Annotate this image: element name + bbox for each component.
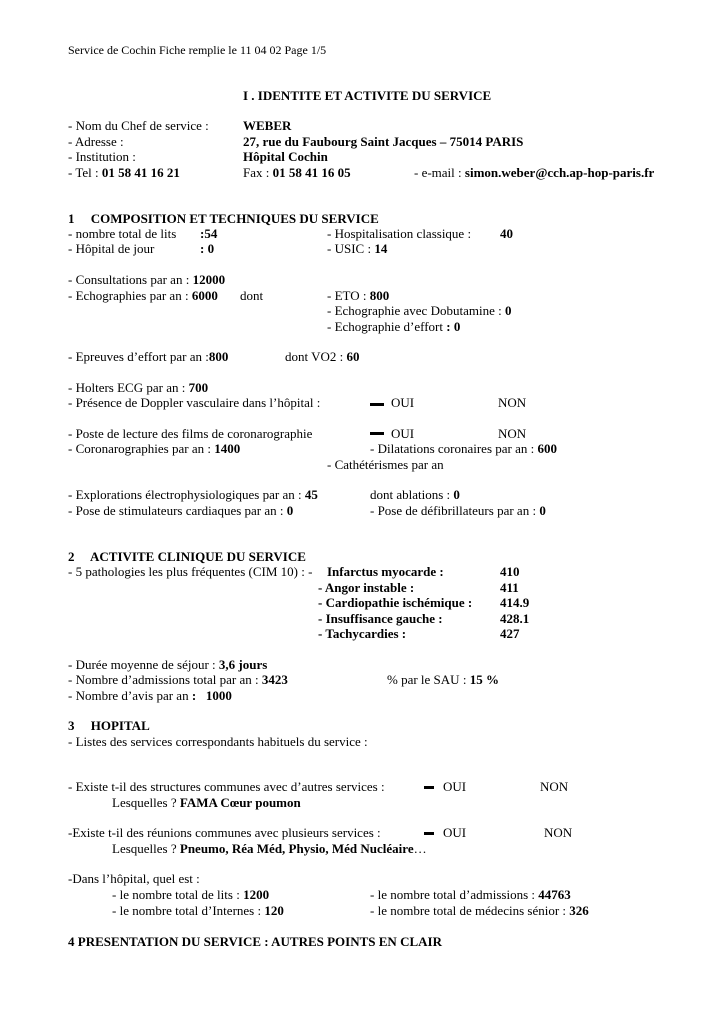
- avis-line: [68, 688, 232, 703]
- echo-line: [68, 288, 218, 303]
- section-3-title: 3 HOPITAL: [68, 718, 150, 733]
- admissions-line: [68, 672, 288, 687]
- fax-value: 01 58 41 16 05: [272, 165, 351, 180]
- epreuves-value: 800: [208, 349, 229, 364]
- vo2-value: 60: [346, 349, 360, 364]
- explo-value: 45: [304, 487, 318, 502]
- defib-value: 0: [539, 503, 546, 518]
- admissions-label: - Nombre d’admissions total par an :: [68, 672, 259, 687]
- section-i-title: I . IDENTITE ET ACTIVITE DU SERVICE: [243, 88, 492, 103]
- structures-value: FAMA Cœur poumon: [179, 795, 301, 810]
- reunions-ellipsis: …: [413, 841, 427, 856]
- institution-value: Hôpital Cochin: [243, 149, 328, 164]
- admissions-total-value: 44763: [538, 887, 571, 902]
- corono-line: [68, 441, 240, 456]
- effort-echo-value: : 0: [446, 319, 461, 334]
- usic-label: - USIC :: [327, 241, 372, 256]
- sau-label: % par le SAU :: [387, 672, 467, 687]
- echo-value: 6000: [191, 288, 218, 303]
- eto-line: [327, 288, 389, 303]
- dobu-label: - Echographie avec Dobutamine :: [327, 303, 502, 318]
- doppler-label: - Présence de Doppler vasculaire dans l’hôpital :: [68, 395, 321, 410]
- cathe-label: - Cathétérismes par an: [327, 457, 444, 472]
- adresse-label: - Adresse :: [68, 134, 124, 149]
- duree-label: - Durée moyenne de séjour :: [68, 657, 216, 672]
- corono-value: 1400: [214, 441, 241, 456]
- medecins-label: - le nombre total de médecins sénior :: [370, 903, 567, 918]
- vo2-line: [285, 349, 360, 364]
- dilat-label: - Dilatations coronaires par an :: [370, 441, 535, 456]
- jour-value: : 0: [200, 241, 215, 256]
- effort-echo-label: - Echographie d’effort: [327, 319, 443, 334]
- medecins-value: 326: [569, 903, 589, 918]
- structures-non: NON: [540, 779, 569, 794]
- doppler-oui: OUI: [391, 395, 415, 410]
- chef-label: - Nom du Chef de service :: [68, 118, 209, 133]
- explo-line: [68, 487, 318, 502]
- explo-label: - Explorations électrophysiologiques par an :: [68, 487, 302, 502]
- section-2-title: 2 ACTIVITE CLINIQUE DU SERVICE: [68, 549, 306, 564]
- vo2-label: dont VO2 :: [285, 349, 344, 364]
- doppler-non: NON: [498, 395, 527, 410]
- dobu-value: 0: [504, 303, 512, 318]
- lits-value: :54: [200, 226, 218, 241]
- adresse-value: 27, rue du Faubourg Saint Jacques – 75014 PARIS: [243, 134, 524, 149]
- tel-line: [68, 165, 180, 180]
- patho-code: 411: [500, 580, 519, 595]
- consult-label: - Consultations par an :: [68, 272, 190, 287]
- institution-label: - Institution :: [68, 149, 136, 164]
- avis-value: : 1000: [191, 688, 232, 703]
- internes-line: [112, 903, 284, 918]
- tel-label: - Tel :: [68, 165, 99, 180]
- internes-value: 120: [264, 903, 284, 918]
- lesquelles-label: Lesquelles ?: [112, 841, 177, 856]
- tel-value: 01 58 41 16 21: [101, 165, 180, 180]
- patho-name: - Cardiopathie ischémique :: [318, 595, 473, 610]
- ablations-line: [370, 487, 460, 502]
- holters-value: 700: [188, 380, 209, 395]
- poste-oui: OUI: [391, 426, 415, 441]
- patho-code: 414.9: [500, 595, 530, 610]
- reunions-label: -Existe t-il des réunions communes avec plusieurs services :: [68, 825, 381, 840]
- usic-value: 14: [374, 241, 388, 256]
- consult-line: [68, 272, 225, 287]
- structures-oui-label: OUI: [443, 779, 467, 794]
- lits-total-label: - le nombre total de lits :: [112, 887, 240, 902]
- effort-echo-line: [327, 319, 460, 334]
- ablations-label: dont ablations :: [370, 487, 451, 502]
- dilat-line: [370, 441, 557, 456]
- hosp-value: 40: [500, 226, 513, 241]
- checkbox-dash-icon: [424, 786, 434, 789]
- checkbox-dash-icon: [370, 432, 384, 435]
- poste-non: NON: [498, 426, 527, 441]
- lits-label: - nombre total de lits: [68, 226, 177, 241]
- email-line: [414, 165, 654, 180]
- holters-line: [68, 380, 208, 395]
- email-value: simon.weber@cch.ap-hop-paris.fr: [464, 165, 655, 180]
- usic-line: [327, 241, 387, 256]
- poste-label: - Poste de lecture des films de coronarographie: [68, 426, 313, 441]
- medecins-line: [370, 903, 589, 918]
- patho-name: - Angor instable :: [318, 580, 415, 595]
- lits-total-value: 1200: [243, 887, 270, 902]
- structures-lesquelles: [112, 795, 301, 810]
- patho-code: 428.1: [500, 611, 530, 626]
- sau-line: [387, 672, 499, 687]
- stim-line: [68, 503, 293, 518]
- chef-value: WEBER: [243, 118, 292, 133]
- patho-code: 427: [500, 626, 520, 641]
- consult-value: 12000: [192, 272, 226, 287]
- patho-name: Infarctus myocarde :: [327, 564, 444, 579]
- structures-label: - Existe t-il des structures communes avec d’autres services :: [68, 779, 385, 794]
- lesquelles-label: Lesquelles ?: [112, 795, 177, 810]
- fax-line: [243, 165, 351, 180]
- defib-label: - Pose de défibrillateurs par an :: [370, 503, 537, 518]
- eto-value: 800: [369, 288, 390, 303]
- duree-value: 3,6 jours: [218, 657, 268, 672]
- admissions-total-label: - le nombre total d’admissions :: [370, 887, 536, 902]
- dilat-value: 600: [537, 441, 557, 456]
- reunions-lesquelles: [112, 841, 427, 856]
- epreuves-label: - Epreuves d’effort par an :: [68, 349, 209, 364]
- eto-label: - ETO :: [327, 288, 367, 303]
- email-label: - e-mail :: [414, 165, 462, 180]
- defib-line: [370, 503, 546, 518]
- stim-label: - Pose de stimulateurs cardiaques par an :: [68, 503, 284, 518]
- hopital-label: -Dans l’hôpital, quel est :: [68, 871, 200, 886]
- reunions-oui: OUI: [443, 825, 467, 840]
- ablations-value: 0: [453, 487, 460, 502]
- checkbox-dash-icon: [370, 403, 384, 406]
- echo-dont: dont: [240, 288, 264, 303]
- dobu-line: [327, 303, 511, 318]
- checkbox-dash-icon: [424, 832, 434, 835]
- lits-total-line: [112, 887, 269, 902]
- reunions-value: Pneumo, Réa Méd, Physio, Méd Nucléaire: [179, 841, 414, 856]
- patho-name: - Tachycardies :: [318, 626, 407, 641]
- admissions-value: 3423: [261, 672, 288, 687]
- epreuves-line: [68, 349, 228, 364]
- duree-line: [68, 657, 267, 672]
- holters-label: - Holters ECG par an :: [68, 380, 186, 395]
- admissions-total-line: [370, 887, 571, 902]
- fax-label: Fax :: [243, 165, 270, 180]
- stim-value: 0: [286, 503, 294, 518]
- corono-label: - Coronarographies par an :: [68, 441, 211, 456]
- reunions-non: NON: [544, 825, 573, 840]
- section-1-title: 1 COMPOSITION ET TECHNIQUES DU SERVICE: [68, 211, 379, 226]
- sau-value: 15 %: [469, 672, 499, 687]
- listes-label: - Listes des services correspondants habituels du service :: [68, 734, 368, 749]
- echo-label: - Echographies par an :: [68, 288, 189, 303]
- hosp-label: - Hospitalisation classique :: [327, 226, 472, 241]
- patho-label: - 5 pathologies les plus fréquentes (CIM 10) : -: [68, 564, 313, 579]
- page-header: Service de Cochin Fiche remplie le 11 04 02 Page 1/5: [68, 43, 327, 57]
- patho-name: - Insuffisance gauche :: [318, 611, 443, 626]
- section-4-title: 4 PRESENTATION DU SERVICE : AUTRES POINTS EN CLAIR: [68, 934, 442, 949]
- internes-label: - le nombre total d’Internes :: [112, 903, 262, 918]
- avis-label: - Nombre d’avis par an: [68, 688, 189, 703]
- jour-label: - Hôpital de jour: [68, 241, 155, 256]
- patho-code: 410: [500, 564, 520, 579]
